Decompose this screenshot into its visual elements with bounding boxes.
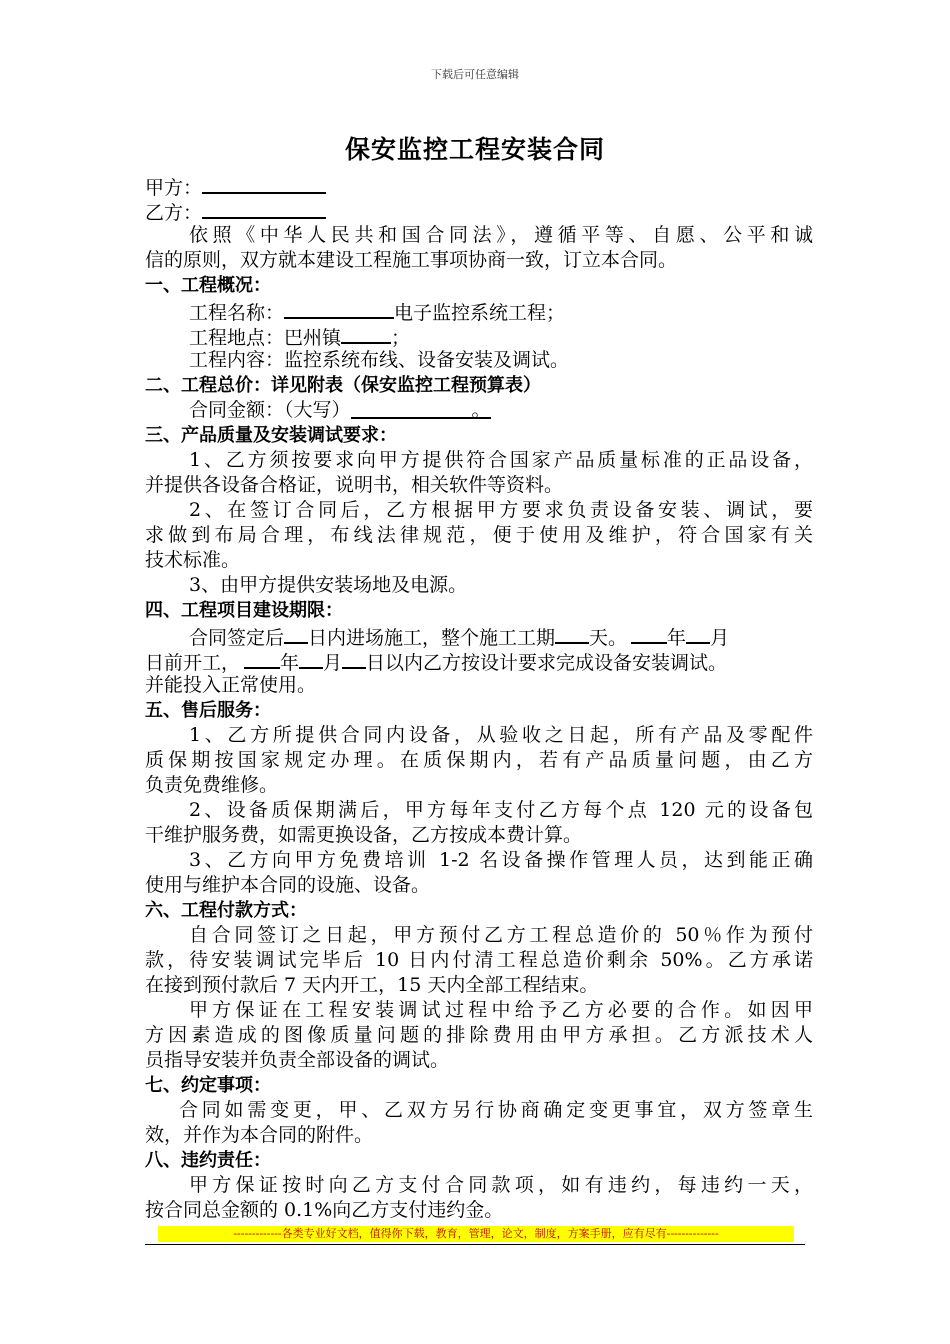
section-4-heading: 四、工程项目建设期限： [145, 600, 343, 621]
section-6-heading: 六、工程付款方式： [145, 900, 307, 921]
party-a-blank [202, 173, 326, 194]
intro-line-1: 依照《中华人民共和国合同法》，遵循平等、自愿、公平和诚 [189, 224, 813, 246]
s5-p1-line-3: 负责免费维修。 [145, 774, 279, 796]
s3-p2-line-2: 求做到布局合理，布线法律规范，便于使用及维护，符合国家有关 [145, 524, 813, 546]
schedule-text: 合同签定后 [189, 627, 285, 648]
s6-p1-line-2: 款，待安装调试完毕后 10 日内付清工程总造价剩余 50%。乙方承诺 [145, 949, 813, 971]
s6-p1-line-3: 在接到预付款后 7 天内开工，15 天内全部工程结束。 [145, 974, 599, 996]
s7-p1-line-2: 效，并作为本合同的附件。 [145, 1124, 374, 1146]
project-content-line: 工程内容：监控系统布线、设备安装及调试。 [189, 349, 570, 371]
project-site-label: 工程地点：巴州镇 [189, 327, 342, 348]
s6-p2-line-1: 甲方保证在工程安装调试过程中给予乙方必要的合作。如因甲 [189, 999, 813, 1021]
header-note: 下载后可任意编辑 [431, 68, 519, 81]
schedule-text: 月 [323, 652, 343, 673]
section-5-heading: 五、售后服务： [145, 700, 271, 721]
schedule-line-3: 并能投入正常使用。 [145, 674, 317, 696]
project-site-blank [341, 323, 391, 344]
section-2-heading: 二、工程总价：详见附表（保安监控工程预算表） [145, 375, 541, 396]
s3-p1-line-2: 并提供各设备合格证，说明书，相关软件等资料。 [145, 474, 564, 496]
s5-p2-line-1: 2、设备质保期满后，甲方每年支付乙方每个点 120 元的设备包 [189, 799, 813, 821]
document-title: 保安监控工程安装合同 [344, 135, 605, 164]
project-name-label: 工程名称： [189, 302, 285, 323]
schedule-text: 年 [280, 652, 300, 673]
s5-p1-line-1: 1、乙方所提供合同内设备，从验收之日起，所有产品及零配件 [189, 724, 813, 746]
month-blank [686, 623, 710, 644]
section-7-heading: 七、约定事项： [145, 1075, 271, 1096]
schedule-line-1 [145, 623, 813, 648]
schedule-line-2 [145, 648, 813, 673]
s7-p1-line-1: 合同如需变更，甲、乙双方另行协商确定变更事宜，双方签章生 [179, 1099, 813, 1121]
schedule-text: 日以内乙方按设计要求完成设备安装调试。 [366, 652, 728, 673]
s8-p1-line-2: 按合同总金额的 0.1%向乙方支付违约金。 [145, 1199, 504, 1221]
s5-p2-line-2: 干维护服务费，如需更换设备，乙方按成本费计算。 [145, 824, 583, 846]
party-a-line [145, 173, 813, 198]
s6-p1-line-1: 自合同签订之日起，甲方预付乙方工程总造价的 50％作为预付 [189, 924, 813, 946]
schedule-text: 年 [667, 627, 687, 648]
contract-amount-end: 。 [471, 399, 491, 421]
party-b-label: 乙方： [145, 202, 203, 223]
s3-p3-line: 3、由甲方提供安装场地及电源。 [189, 574, 468, 596]
contract-amount-blank [351, 398, 491, 419]
s5-p1-line-2: 质保期按国家规定办理。在质保期内，若有产品质量问题，由乙方 [145, 749, 813, 771]
party-a-label: 甲方： [145, 177, 203, 198]
project-site-end: ； [391, 327, 411, 348]
s5-p3-line-2: 使用与维护本合同的设施、设备。 [145, 874, 431, 896]
party-b-line [145, 198, 813, 223]
project-name-value: 电子监控系统工程； [394, 302, 566, 323]
contract-amount-label: 合同金额：（大写） [189, 399, 351, 421]
s6-p2-line-2: 方因素造成的图像质量问题的排除费用由甲方承担。乙方派技术人 [145, 1024, 813, 1046]
footer-divider [145, 1244, 805, 1245]
year-blank [244, 648, 280, 669]
contract-body [145, 173, 813, 1223]
party-b-blank [202, 198, 326, 219]
intro-line-2: 信的原则，双方就本建设工程施工事项协商一致，订立本合同。 [145, 249, 678, 271]
project-name-blank [284, 298, 394, 319]
schedule-text: 天。 [589, 627, 628, 648]
project-site-line [145, 323, 813, 348]
year-blank [631, 623, 667, 644]
s3-p2-line-3: 技术标准。 [145, 549, 241, 571]
s6-p2-line-3: 员指导安装并负责全部设备的调试。 [145, 1049, 450, 1071]
s5-p3-line-1: 3、乙方向甲方免费培训 1-2 名设备操作管理人员，达到能正确 [189, 849, 813, 871]
period-blank [555, 623, 589, 644]
day-blank [342, 648, 366, 669]
project-name-line [145, 298, 813, 323]
schedule-text: 月 [710, 627, 730, 648]
days-blank [284, 623, 308, 644]
schedule-text: 日内进场施工，整个施工工期 [308, 627, 556, 648]
footer-banner: -------------各类专业好文档，值得你下载，教育，管理，论文，制度，方案手册，应有尽有-------------- [158, 1226, 794, 1242]
contract-amount-line [145, 398, 813, 423]
section-8-heading: 八、违约责任： [145, 1150, 271, 1171]
section-1-heading: 一、工程概况： [145, 275, 271, 296]
s8-p1-line-1: 甲方保证按时向乙方支付合同款项，如有违约，每违约一天， [189, 1174, 813, 1196]
month-blank [299, 648, 323, 669]
s3-p2-line-1: 2、在签订合同后，乙方根据甲方要求负责设备安装、调试，要 [189, 499, 813, 521]
s3-p1-line-1: 1、乙方须按要求向甲方提供符合国家产品质量标准的正品设备， [189, 449, 813, 471]
schedule-text: 日前开工， [145, 652, 241, 673]
section-3-heading: 三、产品质量及安装调试要求： [145, 425, 397, 446]
